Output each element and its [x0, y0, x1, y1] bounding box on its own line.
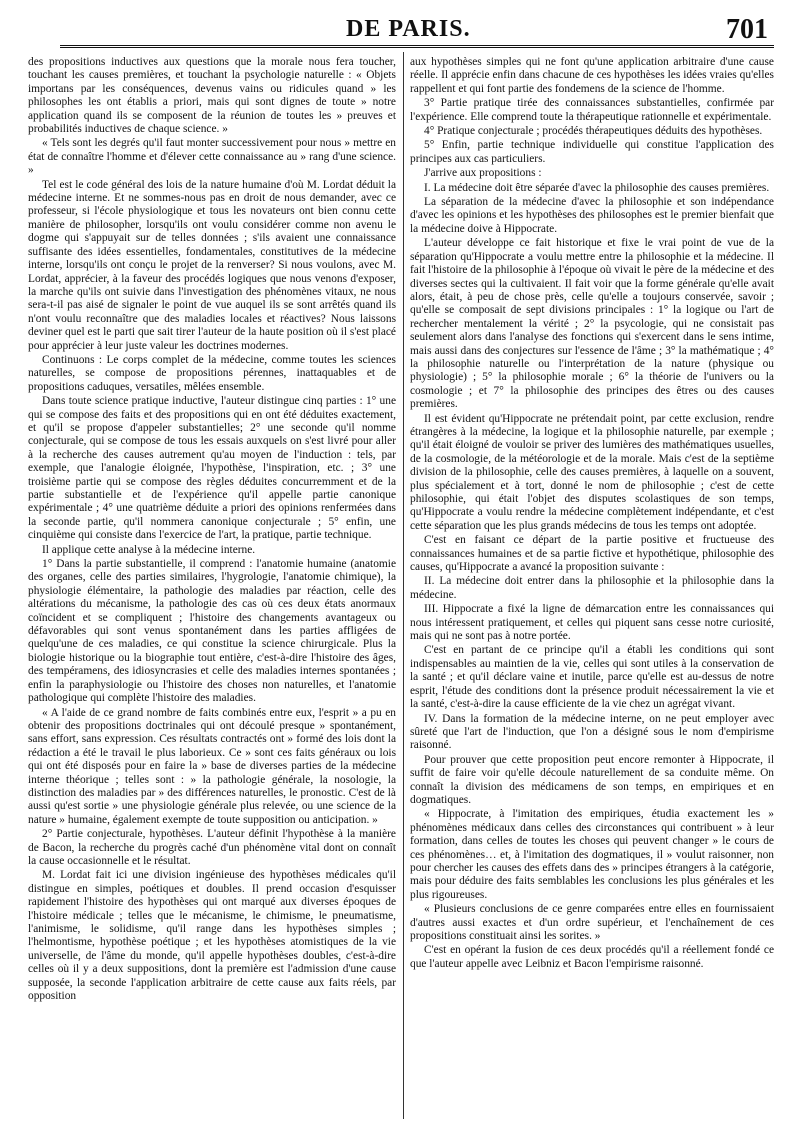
- paragraph: 1° Dans la partie substantielle, il comprend : l'anatomie humaine (anatomie des organes, celle des parties similaires, l'hygrologie, l'anatomie chimique), la physiologie élémentaire, la pathologie des maladies par réaction, celle des altérations du mécanisme, la pathologie des cas où ces deux états anormaux coïncident et se compliquent ; l'histoire des changements avantageux ou défavorables qui sont venus spontanément dans les parties affligées de quelqu'une de ces maladies, ce qui constitue la science chirurgicale. Plus la biologie historique ou la biographie tout entière, c'est-à-dire l'histoire des âges, des tempéramens, des idiosyncrasies et celle des maladies internes spontanées ; enfin la paraphysiologie ou l'histoire des choses non naturelles, et l'anatomie pathologique qui complète l'histoire des maladies.: [28, 558, 396, 705]
- paragraph: Continuons : Le corps complet de la médecine, comme toutes les sciences naturelles, se compose de propositions pérennes, inattaquables et de propositions caduques, versatiles, mêlées ensemble.: [28, 353, 396, 393]
- page-header: [60, 10, 774, 48]
- paragraph: « Plusieurs conclusions de ce genre comparées entre elles en fournissaient d'autres aussi exactes et d'un ordre supérieur, et l'enchaînement de ces propositions constituait ainsi les sorites. »: [410, 903, 774, 942]
- paragraph: III. Hippocrate a fixé la ligne de démarcation entre les connaissances qui nous intéressent pratiquement, et celles qui piquent sans cesse notre curiosité, mais qui ne sont pas à notre portée.: [410, 603, 774, 643]
- paragraph: « Tels sont les degrés qu'il faut monter successivement pour nous » mettre en état de connaître l'homme et d'élever cette connaissance au » rang d'une science. »: [28, 137, 396, 177]
- paragraph: 5° Enfin, partie technique individuelle qui constitue l'application des principes aux cas particuliers.: [410, 139, 774, 165]
- paragraph: IV. Dans la formation de la médecine interne, on ne peut employer avec sûreté que l'art de l'induction, que l'on a désigné sous le nom d'empirisme raisonné.: [410, 712, 774, 752]
- paragraph: Il est évident qu'Hippocrate ne prétendait point, par cette exclusion, rendre étrangères à la médecine, la logique et la philosophie naturelle, par exemple ; qu'il était éloigné de vouloir se priver des lumières des mathématiques usuelles, de la cosmologie, de la météorologie et de la morale. Mais c'est de la septième division de la philosophie, celle des causes premières, à laquelle on a souvent, plus spécialement et à tort, donné le nom de philosophie ; c'est de cette philosophie, qui était l'objet des disputes scolastiques de son temps, qu'Hippocrate a voulu rendre la médecine complètement indépendante, et c'est cette séparation que les plus grands médecins de tous les temps ont adoptée.: [410, 412, 774, 532]
- paragraph: Tel est le code général des lois de la nature humaine d'où M. Lordat déduit la médecine interne. Et ne sommes-nous pas en droit de nous demander, avec ce professeur, si l'école physiologique et tous les novateurs ont bien connu cette manière de philosopher, lorsqu'ils ont voulu considérer comme non avenu le dogme qui s'appuyait sur de telles données ; s'ils avaient une connaissance suffisante des idées essentielles, fondamentales, constitutives de la médecine interne, lorsqu'ils ont conçu le projet de la renverser? Si nous voulons, avec M. Lordat, apprécier, à la faveur des procédés logiques que nous venons d'exposer, la marche qu'ils ont suivie dans l'investigation des phénomènes vitaux, ne nous sera-t-il pas aisé de signaler le point de vue auquel ils se sont arrêtés quand ils n'ont voulu reconnaître que des maladies locales et réactives? Nous laissons deviner quel est le parti que sait tirer l'auteur de la haute position où il s'est placé pour apprécier à leur juste valeur les doctrines modernes.: [28, 178, 396, 352]
- paragraph: « A l'aide de ce grand nombre de faits combinés entre eux, l'esprit » a pu en obtenir des propositions doctrinales qui ont découlé presque » spontanément, sans effort, sans expression. Ces résultats contractés ont » formé des lois dont la rédaction a été le travail le plus laborieux. Ce » sont ces faits généraux ou lois qui ont été disposés pour en faire la » base de diverses parties de la médecine interne théorique ; telles sont : » la pathologie générale, la nosologie, la distinction des maladies par » des différences naturelles, le pronostic. C'est de là aussi qu'est sortie » une physiologie générale plus relevée, ou une science de la nature » humaine, également exempte de toute supposition ou anticipation. »: [28, 706, 396, 826]
- paragraph: « Hippocrate, à l'imitation des empiriques, étudia exactement les » phénomènes médicaux dans celles des circonstances qui contribuent » à leur formation, dans celles de toutes les choses qui peuvent changer » le cours de ces phénomènes… et, à l'imitation des dogmatiques, il » voulut raisonner, non pour chercher les causes des effets dans des » principes étrangers à la catégorie, mais pour déduire des faits semblables les conclusions les plus générales et les plus rigoureuses.: [410, 808, 774, 901]
- left-column: [28, 56, 396, 1119]
- paragraph: C'est en partant de ce principe qu'il a établi les conditions qui sont indispensables au maintien de la vie, celles qui sont utiles à la conservation de la santé ; et qu'il déclare vaine et inutile, parce qu'elle est au-dessus de notre esprit, l'étude des conditions dont la présence produit nécessairement la vie et la santé, c'est-à-dire la cause efficiente de la vie chez un agrégat vivant.: [410, 644, 774, 711]
- paragraph: J'arrive aux propositions :: [424, 167, 542, 180]
- paragraph: C'est en opérant la fusion de ces deux procédés qu'il a réellement fondé ce que l'auteur appelle avec Leibniz et Bacon l'empirisme raisonné.: [410, 944, 774, 970]
- paragraph: Pour prouver que cette proposition peut encore remonter à Hippocrate, il suffit de faire voir qu'elle découle naturellement de sa conduite même. On connaît la division des médicamens de son temps, en empiriques et en dogmatiques.: [410, 753, 774, 806]
- paragraph: Il applique cette analyse à la médecine interne.: [42, 543, 256, 556]
- paragraph: 4° Pratique conjecturale ; procédés thérapeutiques déduits des hypothèses.: [424, 125, 763, 138]
- paragraph: I. La médecine doit être séparée d'avec la philosophie des causes premières.: [424, 181, 770, 194]
- column-divider: [403, 52, 404, 1119]
- paragraph: des propositions inductives aux questions que la morale nous fera toucher, touchant les causes premières, et touchant la psychologie naturelle : « Objets importans par les conséquences, devenus vains ou ridicules quand » les philosophes les ont établis a priori, mais qui sont dignes de toute » notre application quand ils se composent de la réunion de toutes les » preuves et probabilités inductives de chaque science. »: [28, 56, 396, 136]
- paragraph: 2° Partie conjecturale, hypothèses. L'auteur définit l'hypothèse à la manière de Bacon, la recherche du progrès caché d'un phénomène vital dont on connaît la cause occasionnelle et le résultat.: [28, 828, 396, 867]
- paragraph: aux hypothèses simples qui ne font qu'une application arbitraire d'une cause réelle. Il apprécie enfin dans chacune de ces hypothèses les idées vraies qu'elles rappellent et qui font partie des fondemens de la science de l'homme.: [410, 56, 774, 95]
- paragraph: L'auteur développe ce fait historique et fixe le vrai point de vue de la séparation qu'Hippocrate a voulu mettre entre la philosophie et la médecine. Il fait l'histoire de la philosophie à l'époque où vivait le père de la médecine et des diverses sectes qui la cultivaient. Il fait voir que la forme générale qu'elle avait alors, était, à peu de chose près, celle qu'elle a toujours conservée, savoir ; qu'elle se composait de sept divisions principales : 1° la logique ou l'art de rechercher mentalement la vérité ; 2° la psycologie, qui ne consistait pas seulement alors dans l'analyse des fonctions qui s'exercent dans le sens intime, mais aussi dans des conjectures sur l'essence de l'âme ; 3° la mathématique ; 4° la philosophie naturelle ou l'interprétation de la nature (physique ou physiologie) ; 5° la philosophie morale ; 6° la théorie de l'univers ou la cosmologie ; et 7° la philosophie des principes des êtres ou des causes premières.: [410, 237, 774, 411]
- header-rule: [60, 45, 774, 48]
- paragraph: La séparation de la médecine d'avec la philosophie et son indépendance d'avec les opinions et les hypothèses des philosophes est le premier bienfait que la médecine doive à Hippocrate.: [410, 196, 774, 235]
- paragraph: 3° Partie pratique tirée des connaissances substantielles, confirmée par l'expérience. Elle comprend toute la thérapeutique rationnelle et expérimentale.: [410, 97, 774, 123]
- right-column: [410, 56, 774, 1119]
- page-number: 701: [726, 14, 768, 45]
- paragraph: II. La médecine doit entrer dans la philosophie et la philosophie dans la médecine.: [410, 575, 774, 601]
- paragraph: M. Lordat fait ici une division ingénieuse des hypothèses médicales qu'il distingue en simples, poétiques et doubles. Il prend occasion d'esquisser rapidement l'histoire des hypothèses qui ont marqué aux diverses époques de l'histoire médicale ; telles que le mécanisme, le chimisme, le pneumatisme, l'animisme, le solidisme, qu'il range dans les hypothèses simples ; l'helmontisme, hypothèse poétique ; et les hypothèses atomistiques de la vie universelle, de l'âme du monde, qu'il appelle hypothèses doubles, c'est-à-dire celles où il y a deux suppositions, dont la première est l'admission d'une cause supposée, la seconde l'application arbitraire de cette cause aux faits réels, par opposition: [28, 869, 396, 1003]
- page-title: DE PARIS.: [346, 16, 471, 42]
- paragraph: Dans toute science pratique inductive, l'auteur distingue cinq parties : 1° une qui se compose des faits et des propositions qui en ont été déduites exactement, et qu'il se propose d'appeler substantielles; 2° une seconde qu'il nomme conjecturale, qui se compose de tous les essais auxquels on s'est livré pour aller à la recherche des causes autrement qu'au moyen de l'induction : tels, par exemple, que l'analogie éloignée, l'hypothèse, l'inspiration, etc. ; 3° une troisième partie qui se compose des règles déduites concurremment et de la partie substantielle et de l'expérience qu'il appelle partie canonique expérimentale ; 4° une quatrième déduite a priori des opinions renfermées dans la seconde partie, qu'il nommera canonique conjecturale ; 5° enfin, une cinquième qui consiste dans l'exercice de l'art, la pratique, partie technique.: [28, 395, 396, 542]
- paragraph: C'est en faisant ce départ de la partie positive et fructueuse des connaissances humaines et de sa partie fictive et hypothétique, philosophie des causes, qu'Hippocrate a avancé la proposition suivante :: [410, 534, 774, 574]
